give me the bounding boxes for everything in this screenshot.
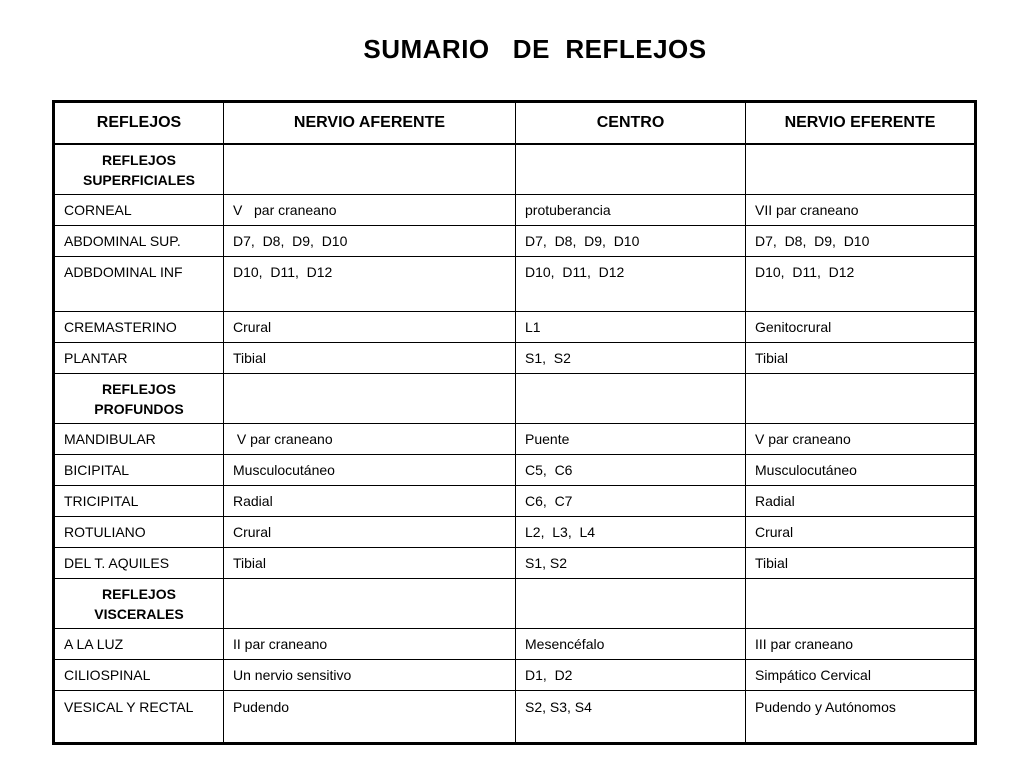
center: C6, C7 xyxy=(516,486,746,517)
efferent-nerve: Musculocutáneo xyxy=(746,455,976,486)
center: L1 xyxy=(516,312,746,343)
reflex-name: ROTULIANO xyxy=(54,517,224,548)
afferent-nerve: Pudendo xyxy=(224,691,516,744)
center: L2, L3, L4 xyxy=(516,517,746,548)
reflex-name: CREMASTERINO xyxy=(54,312,224,343)
header-centro: CENTRO xyxy=(516,102,746,145)
header-nervio-aferente: NERVIO AFERENTE xyxy=(224,102,516,145)
afferent-nerve: Musculocutáneo xyxy=(224,455,516,486)
reflex-name: DEL T. AQUILES xyxy=(54,548,224,579)
center: S1, S2 xyxy=(516,548,746,579)
reflex-name: PLANTAR xyxy=(54,343,224,374)
efferent-nerve: Radial xyxy=(746,486,976,517)
efferent-nerve: Tibial xyxy=(746,343,976,374)
table-row xyxy=(54,424,976,455)
reflex-name: BICIPITAL xyxy=(54,455,224,486)
afferent-nerve: II par craneano xyxy=(224,629,516,660)
table-row xyxy=(54,455,976,486)
afferent-nerve: Radial xyxy=(224,486,516,517)
section-row-viscerales xyxy=(54,579,976,629)
efferent-nerve: III par craneano xyxy=(746,629,976,660)
efferent-nerve: Tibial xyxy=(746,548,976,579)
efferent-nerve: D7, D8, D9, D10 xyxy=(746,226,976,257)
table-row xyxy=(54,660,976,691)
reflex-name: ADBDOMINAL INF xyxy=(54,257,224,312)
header-reflejos: REFLEJOS xyxy=(54,102,224,145)
table-row xyxy=(54,312,976,343)
table-row xyxy=(54,257,976,312)
afferent-nerve: D10, D11, D12 xyxy=(224,257,516,312)
center: Mesencéfalo xyxy=(516,629,746,660)
table-row xyxy=(54,195,976,226)
reflex-name: CILIOSPINAL xyxy=(54,660,224,691)
center: protuberancia xyxy=(516,195,746,226)
reflex-name: TRICIPITAL xyxy=(54,486,224,517)
center: S2, S3, S4 xyxy=(516,691,746,744)
afferent-nerve: V par craneano xyxy=(224,424,516,455)
reflex-name: A LA LUZ xyxy=(54,629,224,660)
table-row xyxy=(54,226,976,257)
table-row xyxy=(54,343,976,374)
section-label: REFLEJOS PROFUNDOS xyxy=(54,374,224,424)
table-row xyxy=(54,517,976,548)
efferent-nerve: D10, D11, D12 xyxy=(746,257,976,312)
efferent-nerve: Simpático Cervical xyxy=(746,660,976,691)
table-row xyxy=(54,629,976,660)
section-label: REFLEJOS VISCERALES xyxy=(54,579,224,629)
afferent-nerve: D7, D8, D9, D10 xyxy=(224,226,516,257)
afferent-nerve: V par craneano xyxy=(224,195,516,226)
center: Puente xyxy=(516,424,746,455)
section-row-superficiales xyxy=(54,144,976,195)
efferent-nerve: Genitocrural xyxy=(746,312,976,343)
efferent-nerve: Crural xyxy=(746,517,976,548)
afferent-nerve: Un nervio sensitivo xyxy=(224,660,516,691)
table-row xyxy=(54,548,976,579)
reflex-summary-table xyxy=(52,100,977,745)
efferent-nerve: VII par craneano xyxy=(746,195,976,226)
afferent-nerve: Tibial xyxy=(224,343,516,374)
reflex-name: CORNEAL xyxy=(54,195,224,226)
center: D1, D2 xyxy=(516,660,746,691)
efferent-nerve: V par craneano xyxy=(746,424,976,455)
afferent-nerve: Crural xyxy=(224,312,516,343)
reflex-name: VESICAL Y RECTAL xyxy=(54,691,224,744)
center: S1, S2 xyxy=(516,343,746,374)
center: C5, C6 xyxy=(516,455,746,486)
table-row xyxy=(54,691,976,744)
section-label: REFLEJOS SUPERFICIALES xyxy=(54,144,224,195)
efferent-nerve: Pudendo y Autónomos xyxy=(746,691,976,744)
page-title: SUMARIO DE REFLEJOS xyxy=(363,34,707,64)
table-row xyxy=(54,486,976,517)
header-nervio-eferente: NERVIO EFERENTE xyxy=(746,102,976,145)
center: D10, D11, D12 xyxy=(516,257,746,312)
reflex-name: MANDIBULAR xyxy=(54,424,224,455)
afferent-nerve: Crural xyxy=(224,517,516,548)
center: D7, D8, D9, D10 xyxy=(516,226,746,257)
afferent-nerve: Tibial xyxy=(224,548,516,579)
reflex-name: ABDOMINAL SUP. xyxy=(54,226,224,257)
table-header-row xyxy=(54,102,976,145)
section-row-profundos xyxy=(54,374,976,424)
